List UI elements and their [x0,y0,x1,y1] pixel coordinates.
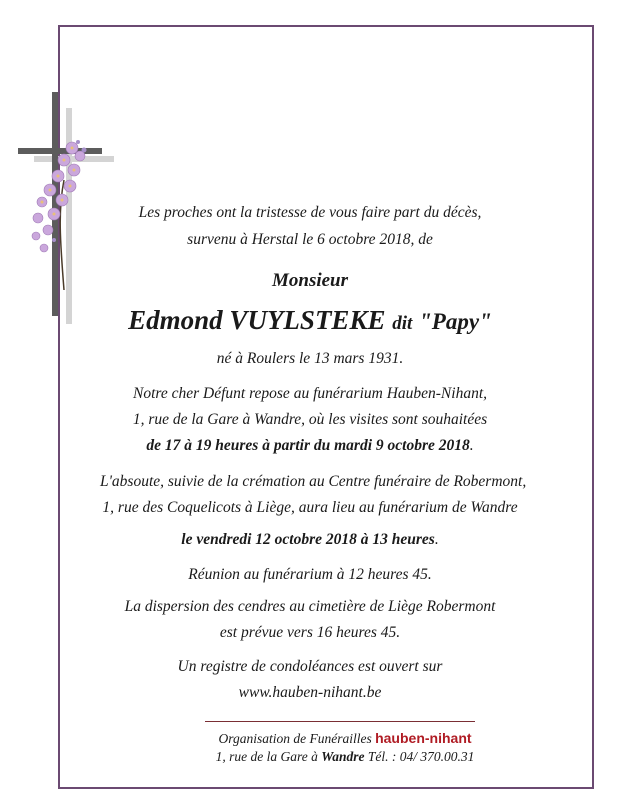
intro-line-1: Les proches ont la tristesse de vous faire part du décès, [138,204,482,221]
register-url[interactable]: www.hauben-nihant.be [238,684,382,701]
dispersion-line-1: La dispersion des cendres au cimetière de Liège Robermont [124,598,496,615]
ceremony-line-1: L'absoute, suivie de la crémation au Centre funéraire de Robermont, [100,473,527,490]
deceased-full-name: Edmond VUYLSTEKE [128,305,386,335]
intro-line-2: survenu à Herstal le 6 octobre 2018, de [187,231,433,248]
honorific: Monsieur [271,270,349,291]
birth-info: né à Roulers le 13 mars 1931. [216,350,404,367]
visits-line-2: 1, rue de la Gare à Wandre, où les visites sont souhaitées [132,411,488,428]
register-line: Un registre de condoléances est ouvert sur [177,658,443,675]
ceremony-date: le vendredi 12 octobre 2018 à 13 heures. [181,531,439,548]
nickname: "Papy" [419,309,492,334]
address-town: Wandre [321,749,365,764]
address-prefix: 1, rue de la Gare à [215,749,318,764]
deceased-name [100,305,520,336]
footer-organisation [150,730,540,747]
ceremony-line-2: 1, rue des Coquelicots à Liège, aura lieu au funérarium de Wandre [102,499,518,516]
footer-address [150,749,540,765]
visits-hours: de 17 à 19 heures à partir du mardi 9 octobre 2018. [146,437,474,454]
dispersion-line-2: est prévue vers 16 heures 45. [219,624,401,641]
phone: Tél. : 04/ 370.00.31 [367,749,475,764]
footer-divider [205,721,475,722]
meeting-info: Réunion au funérarium à 12 heures 45. [188,566,432,583]
dit-label: dit [392,313,413,334]
visits-when: de 17 à 19 heures à partir du mardi 9 octobre 2018 [146,437,470,454]
org-prefix: Organisation de Funérailles [218,731,372,746]
ceremony-when: le vendredi 12 octobre 2018 à 13 heures [181,531,435,548]
visits-line-1: Notre cher Défunt repose au funérarium Hauben-Nihant, [132,385,488,402]
brand-logo-text: hauben-nihant [375,730,472,746]
